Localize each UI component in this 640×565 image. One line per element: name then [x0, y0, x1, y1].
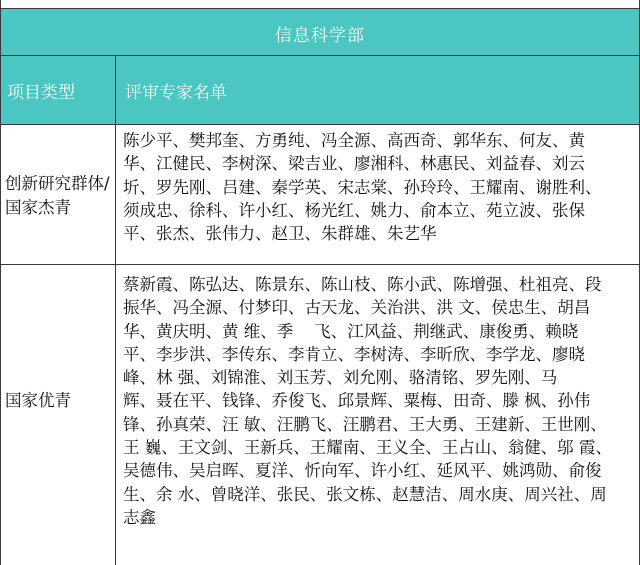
project-type-line: 国家杰青 [5, 198, 71, 217]
project-type-line: 创新研究群体/ [5, 174, 110, 193]
table-title-row [1, 9, 639, 56]
column-header-row [1, 56, 639, 125]
names-line: 振华、冯全源、付梦印、古天龙、关治洪、洪 文、侯忠生、胡昌 [123, 298, 591, 318]
names-line: 华、黄庆明、黄 维、季 飞、江风益、荆继武、康俊勇、赖晓 [123, 321, 579, 341]
names-line: 吴德伟、吴启晖、夏洋、忻向军、许小红、延风平、姚鸿勋、俞俊 [123, 461, 602, 481]
table-row [1, 125, 639, 265]
names-line: 锋、孙真荣、汪 敏、汪鹏飞、汪鹏君、王大勇、王建新、王世刚、 [123, 414, 607, 434]
names-line: 王 巍、王文剑、王新兵、王耀南、王义全、王占山、翁健、邬 霞、 [123, 438, 612, 458]
column-header-type: 项目类型 [7, 83, 75, 103]
names-line: 须成忠、徐科、许小红、杨光红、姚力、俞本立、苑立波、张保 [123, 200, 585, 220]
column-header-names: 评审专家名单 [125, 83, 227, 103]
names-line: 蔡新霞、陈弘达、陈景东、陈山枝、陈小武、陈增强、杜祖亮、段 [123, 275, 602, 294]
names-line: 辉、聂在平、钱锋、乔俊飞、邱景辉、粟梅、田奇、滕 枫、孙伟 [123, 391, 591, 411]
table-top-border [1, 0, 639, 9]
names-line: 圻、罗先刚、吕建、秦学英、宋志棠、孙玲玲、王耀南、谢胜利、 [123, 177, 602, 197]
names-line: 志鑫 [123, 507, 156, 527]
project-type-line: 国家优青 [5, 391, 71, 410]
project-type-cell [5, 389, 113, 413]
names-line: 平、张杰、张伟力、赵卫、朱群雄、朱艺华 [123, 224, 437, 244]
expert-names-cell [123, 273, 635, 529]
names-line: 生、余 水、曾晓洋、张民、张文栋、赵慧洁、周水庚、周兴社、周 [123, 484, 607, 504]
names-line: 峰、林 强、刘锦淮、刘玉芳、刘允刚、骆清铭、罗先刚、马 [123, 368, 558, 388]
names-line: 华、江健民、李树深、梁吉业、廖湘科、林惠民、刘益春、刘云 [123, 154, 585, 174]
project-type-cell [5, 172, 113, 220]
names-line: 陈少平、樊邦奎、方勇纯、冯全源、高西奇、郭华东、何友、黄 [123, 131, 585, 150]
expert-names-cell [123, 129, 635, 245]
table-title: 信息科学部 [275, 26, 365, 46]
table-row [1, 265, 639, 565]
names-line: 平、李步洪、李传东、李肯立、李树涛、李昕欣、李学龙、廖晓 [123, 344, 585, 364]
